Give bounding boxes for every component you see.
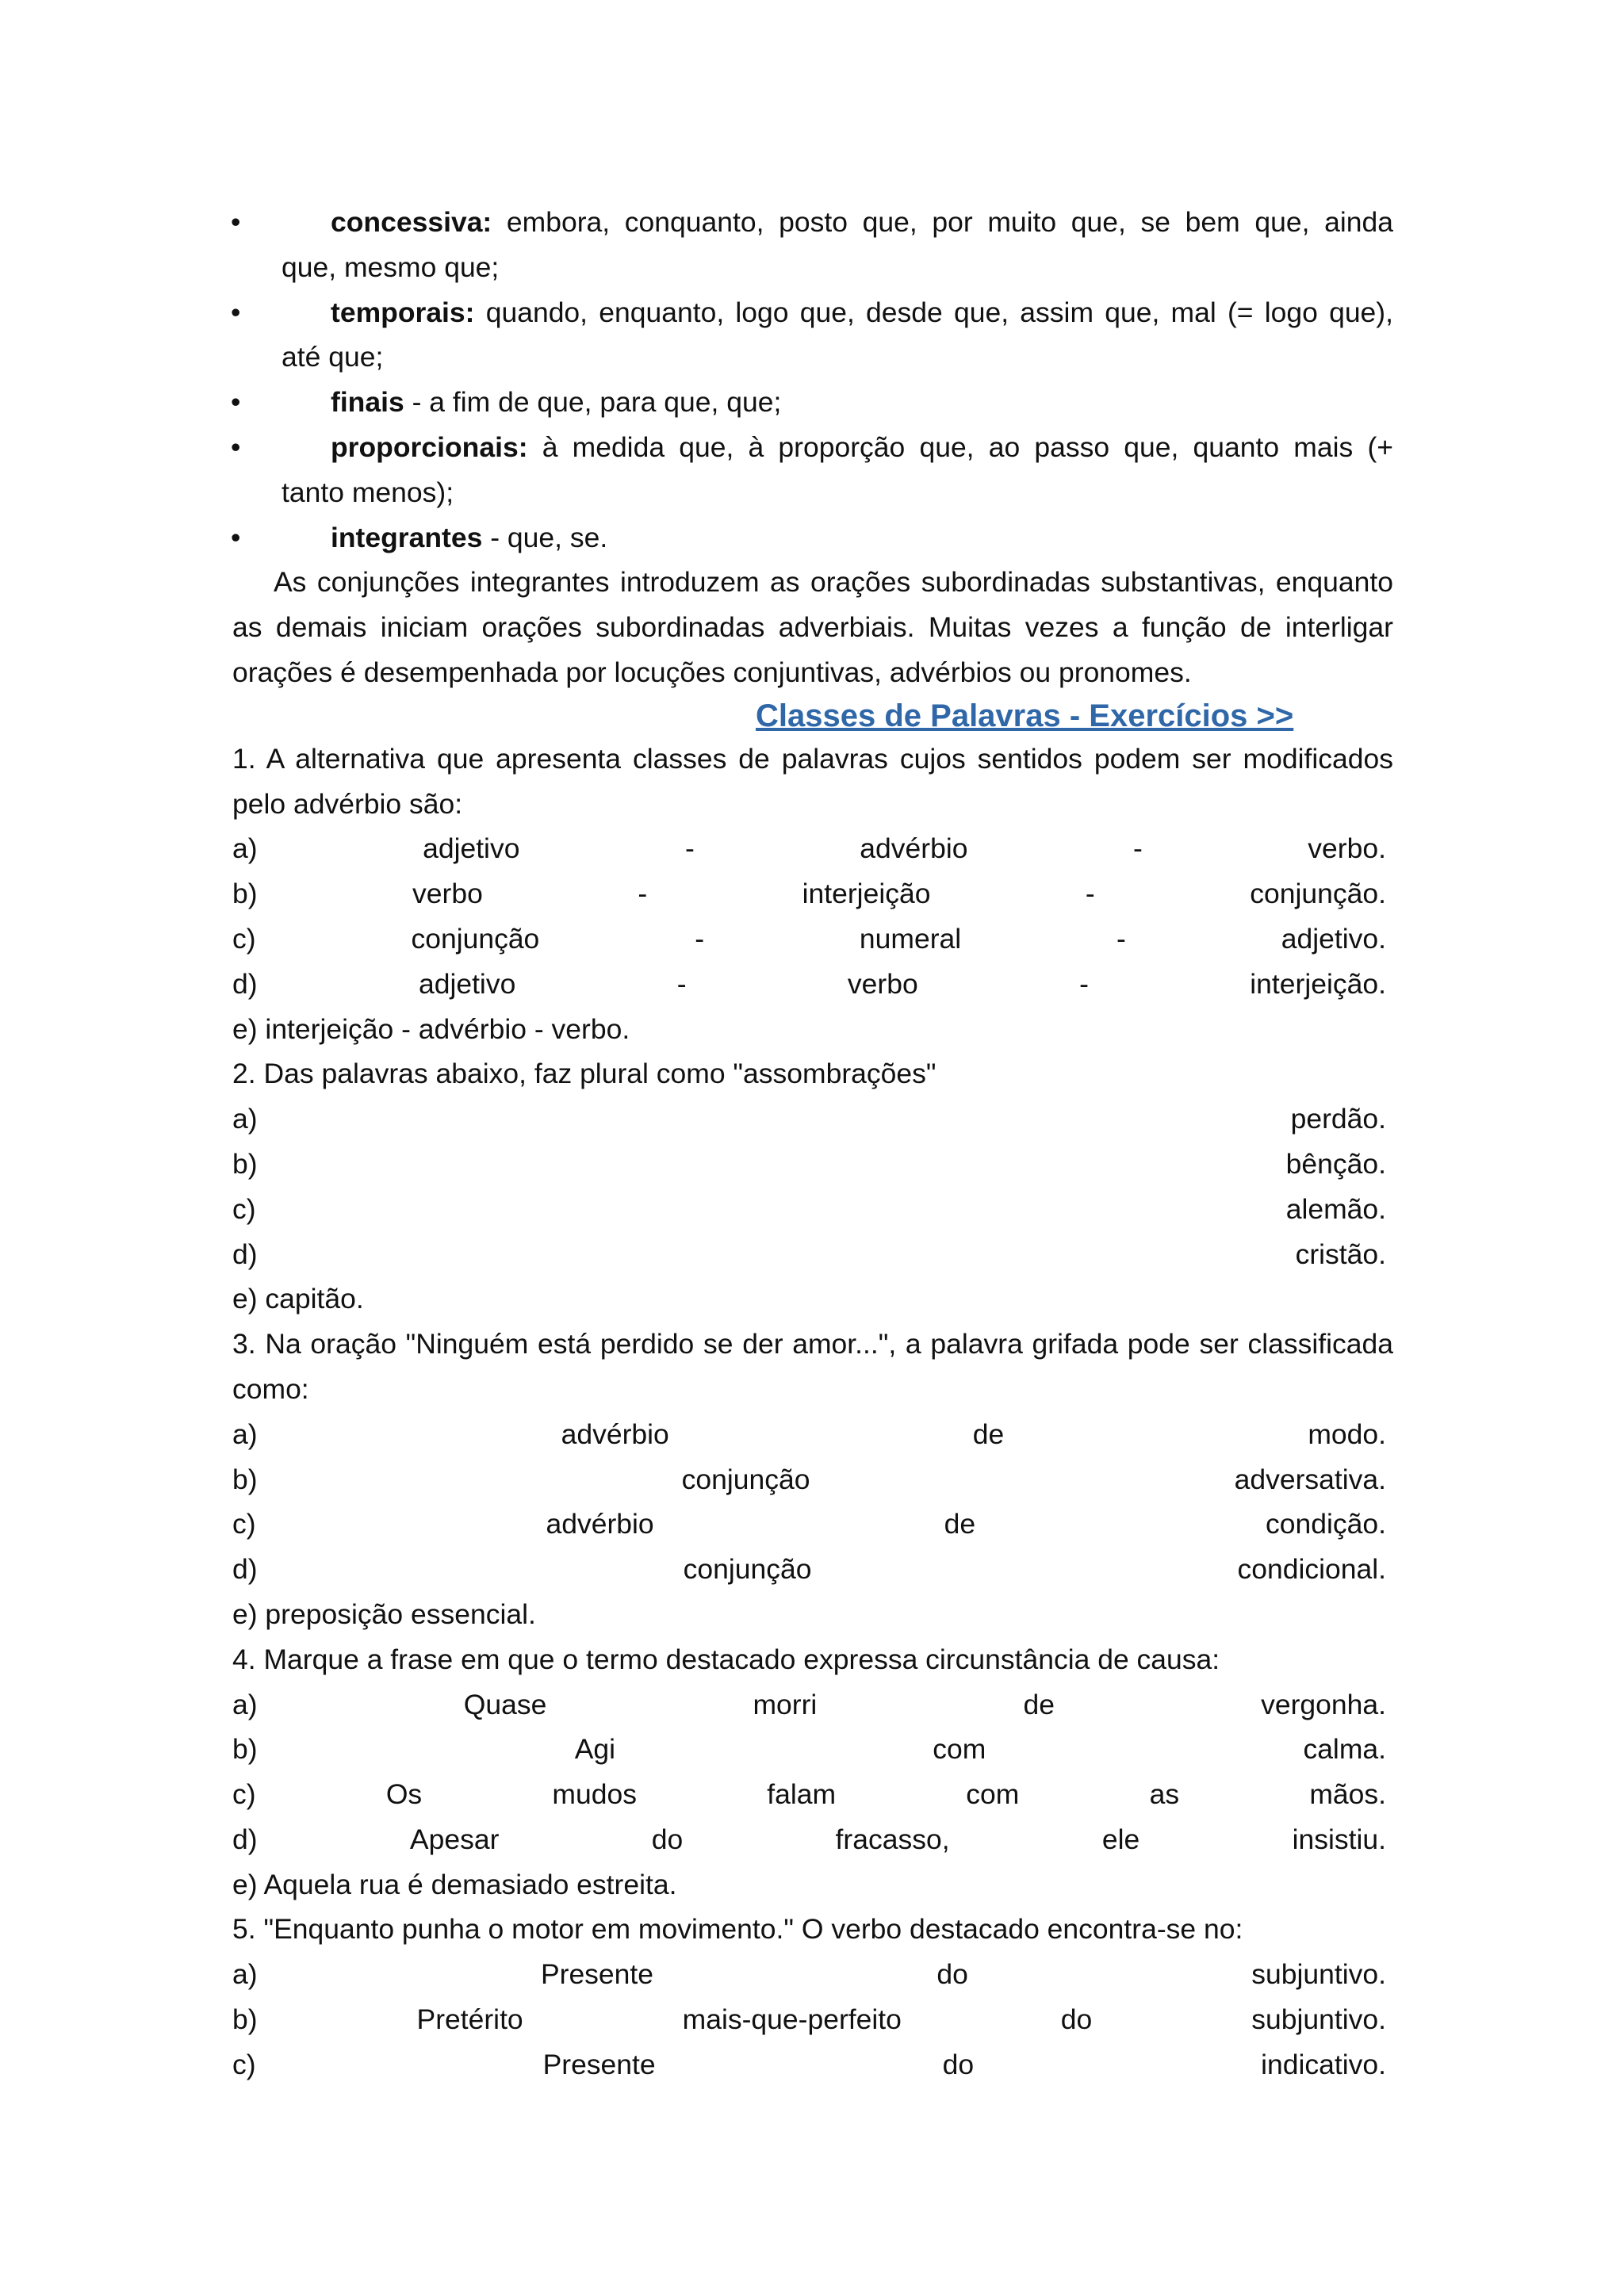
- option-word: numeral: [859, 922, 962, 955]
- option-word: advérbio: [860, 832, 968, 865]
- option-letter: b): [232, 2003, 258, 2036]
- option-word: Os: [385, 1778, 423, 1811]
- option-letter: c): [232, 1192, 256, 1225]
- answer-option: [232, 962, 1386, 1007]
- option-letter: a): [232, 1688, 258, 1720]
- option-letter: d): [232, 967, 258, 1000]
- exercises-link[interactable]: Classes de Palavras - Exercícios >>: [756, 698, 1294, 733]
- option-word: Pretérito: [416, 2003, 523, 2036]
- document-content: [232, 200, 1393, 2087]
- option-word: conjunção.: [1250, 878, 1386, 910]
- bullet-icon: •: [231, 386, 241, 419]
- option-word: Presente: [542, 2048, 656, 2080]
- option-word: -: [684, 832, 695, 865]
- option-letter: d): [232, 1238, 258, 1270]
- option-letter: d): [232, 1553, 258, 1586]
- option-word: cristão.: [1295, 1238, 1386, 1270]
- bullet-term: concessiva:: [331, 206, 492, 238]
- option-letter: d): [232, 1823, 258, 1855]
- option-word: -: [695, 922, 705, 955]
- question-prompt: 5. "Enquanto punha o motor em movimento." O verbo destacado encontra-se no:: [232, 1913, 1243, 1946]
- option-word: subjuntivo.: [1251, 2003, 1386, 2036]
- answer-option: e) interjeição - advérbio - verbo.: [232, 1012, 630, 1045]
- option-word: verbo: [847, 967, 918, 1000]
- option-word: perdão.: [1290, 1103, 1386, 1135]
- option-word: condicional.: [1237, 1553, 1386, 1586]
- bullet-text: [282, 515, 1393, 561]
- option-word: fracasso,: [835, 1823, 950, 1855]
- option-word: morri: [753, 1688, 818, 1720]
- bullet-item: [232, 380, 1393, 425]
- option-word: verbo.: [1308, 832, 1386, 865]
- bullet-text: [282, 380, 1393, 425]
- option-word: subjuntivo.: [1251, 1958, 1386, 1991]
- answer-option: [232, 1412, 1386, 1457]
- bullet-term: finais: [331, 386, 404, 419]
- question-block: [232, 1907, 1393, 2087]
- question-prompt: 3. Na oração "Ninguém está perdido se der amor...", a palavra grifada pode ser classificada como:: [232, 1328, 1393, 1405]
- option-word: mudos: [552, 1778, 637, 1811]
- answer-option: [232, 1727, 1386, 1772]
- option-word: ele: [1101, 1823, 1140, 1855]
- option-word: falam: [767, 1778, 837, 1811]
- option-word: Agi: [574, 1733, 616, 1766]
- option-word: indicativo.: [1261, 2048, 1386, 2080]
- bullet-icon: •: [231, 296, 241, 328]
- option-word: interjeição: [802, 878, 931, 910]
- answer-option: [232, 1817, 1386, 1862]
- answer-option: [232, 1547, 1386, 1592]
- bullet-text: [282, 200, 1393, 290]
- option-word: do: [942, 2048, 975, 2080]
- option-word: -: [1085, 878, 1095, 910]
- bullet-text: [282, 290, 1393, 381]
- answer-option: e) capitão.: [232, 1283, 364, 1315]
- option-letter: b): [232, 1733, 258, 1766]
- option-word: mais-que-perfeito: [682, 2003, 902, 2036]
- bullet-description: - que, se.: [482, 521, 608, 553]
- option-letter: b): [232, 1463, 258, 1495]
- option-word: Presente: [540, 1958, 654, 1991]
- option-letter: b): [232, 878, 258, 910]
- option-word: de: [944, 1508, 976, 1540]
- bullet-item: [232, 290, 1393, 381]
- option-word: do: [651, 1823, 684, 1855]
- option-letter: a): [232, 832, 258, 865]
- option-letter: c): [232, 1508, 256, 1540]
- option-word: adversativa.: [1234, 1463, 1386, 1495]
- question-prompt: 4. Marque a frase em que o termo destacado expressa circunstância de causa:: [232, 1643, 1220, 1675]
- option-word: adjetivo: [423, 832, 520, 865]
- question-block: [232, 1322, 1393, 1637]
- bullet-icon: •: [231, 430, 241, 463]
- option-word: do: [936, 1958, 968, 1991]
- question-block: [232, 1637, 1393, 1908]
- answer-option: [232, 1187, 1386, 1232]
- answer-option: [232, 1952, 1386, 1997]
- question-prompt: 2. Das palavras abaixo, faz plural como "assombrações": [232, 1058, 936, 1090]
- bullet-description: à medida que, à proporção que, ao passo que, quanto mais (+: [527, 430, 1393, 463]
- answer-option: e) preposição essencial.: [232, 1598, 536, 1630]
- option-word: alemão.: [1285, 1192, 1386, 1225]
- option-word: calma.: [1303, 1733, 1386, 1766]
- bullet-text: [282, 425, 1393, 515]
- answer-option: [232, 1502, 1386, 1547]
- bullet-description-continuation: tanto menos);: [282, 476, 454, 508]
- answer-option: [232, 1682, 1386, 1728]
- option-letter: a): [232, 1418, 258, 1450]
- bullet-description-continuation: até que;: [282, 341, 384, 373]
- option-word: mãos.: [1309, 1778, 1386, 1811]
- paragraph: As conjunções integrantes introduzem as orações subordinadas substantivas, enquanto as demais iniciam orações subordinadas adverbiais. Muitas vezes a função de interligar orações é desempenhada por locuções conjuntivas, advérbios ou pronomes.: [232, 566, 1393, 688]
- option-word: -: [1132, 832, 1143, 865]
- answer-option: [232, 1457, 1386, 1502]
- option-word: Apesar: [409, 1823, 500, 1855]
- bullet-icon: •: [231, 206, 241, 238]
- option-letter: c): [232, 1778, 256, 1811]
- option-word: modo.: [1308, 1418, 1386, 1450]
- answer-option: [232, 1096, 1386, 1142]
- option-word: bênção.: [1285, 1147, 1386, 1180]
- bullet-icon: •: [231, 521, 241, 553]
- option-word: advérbio: [561, 1418, 669, 1450]
- bullet-item: [232, 200, 1393, 290]
- bullet-description: embora, conquanto, posto que, por muito que, se bem que, ainda: [492, 206, 1393, 238]
- option-word: com: [966, 1778, 1020, 1811]
- question-block: [232, 1051, 1393, 1322]
- bullet-term: integrantes: [331, 521, 483, 553]
- bullet-item: [232, 515, 1393, 561]
- answer-option: [232, 1772, 1386, 1817]
- answer-option: e) Aquela rua é demasiado estreita.: [232, 1868, 677, 1900]
- option-word: adjetivo.: [1281, 922, 1386, 955]
- option-letter: c): [232, 2048, 256, 2080]
- answer-option: [232, 916, 1386, 962]
- option-word: Quase: [463, 1688, 547, 1720]
- bullet-description: quando, enquanto, logo que, desde que, assim que, mal (= logo que),: [474, 296, 1393, 328]
- option-word: advérbio: [546, 1508, 654, 1540]
- option-word: com: [933, 1733, 986, 1766]
- option-word: do: [1060, 2003, 1093, 2036]
- option-word: as: [1149, 1778, 1180, 1811]
- option-word: conjunção: [683, 1553, 812, 1586]
- option-word: -: [1116, 922, 1126, 955]
- answer-option: [232, 871, 1386, 916]
- answer-option: [232, 1232, 1386, 1277]
- bullet-term: temporais:: [331, 296, 475, 328]
- option-word: insistiu.: [1292, 1823, 1386, 1855]
- option-word: adjetivo: [418, 967, 516, 1000]
- bullet-description: - a fim de que, para que, que;: [404, 386, 782, 419]
- bullet-description-continuation: que, mesmo que;: [282, 251, 500, 283]
- option-letter: b): [232, 1147, 258, 1180]
- question-block: [232, 737, 1393, 1052]
- answer-option: [232, 2042, 1386, 2087]
- exercise-list: [232, 737, 1393, 2087]
- option-word: de: [1023, 1688, 1055, 1720]
- option-word: verbo: [412, 878, 483, 910]
- option-word: interjeição.: [1250, 967, 1386, 1000]
- bullet-item: [232, 425, 1393, 515]
- option-letter: a): [232, 1103, 258, 1135]
- question-prompt: 1. A alternativa que apresenta classes de palavras cujos sentidos podem ser modificados pelo advérbio são:: [232, 742, 1393, 820]
- option-letter: c): [232, 922, 256, 955]
- answer-option: [232, 826, 1386, 871]
- answer-option: [232, 1997, 1386, 2042]
- option-letter: a): [232, 1958, 258, 1991]
- option-word: condição.: [1266, 1508, 1386, 1540]
- answer-option: [232, 1142, 1386, 1187]
- option-word: vergonha.: [1261, 1688, 1386, 1720]
- option-word: conjunção: [681, 1463, 810, 1495]
- option-word: -: [638, 878, 648, 910]
- conjunction-bullet-list: [232, 200, 1393, 560]
- option-word: -: [1079, 967, 1089, 1000]
- option-word: -: [676, 967, 687, 1000]
- option-word: conjunção: [411, 922, 540, 955]
- bullet-term: proporcionais:: [331, 430, 528, 463]
- option-word: de: [972, 1418, 1005, 1450]
